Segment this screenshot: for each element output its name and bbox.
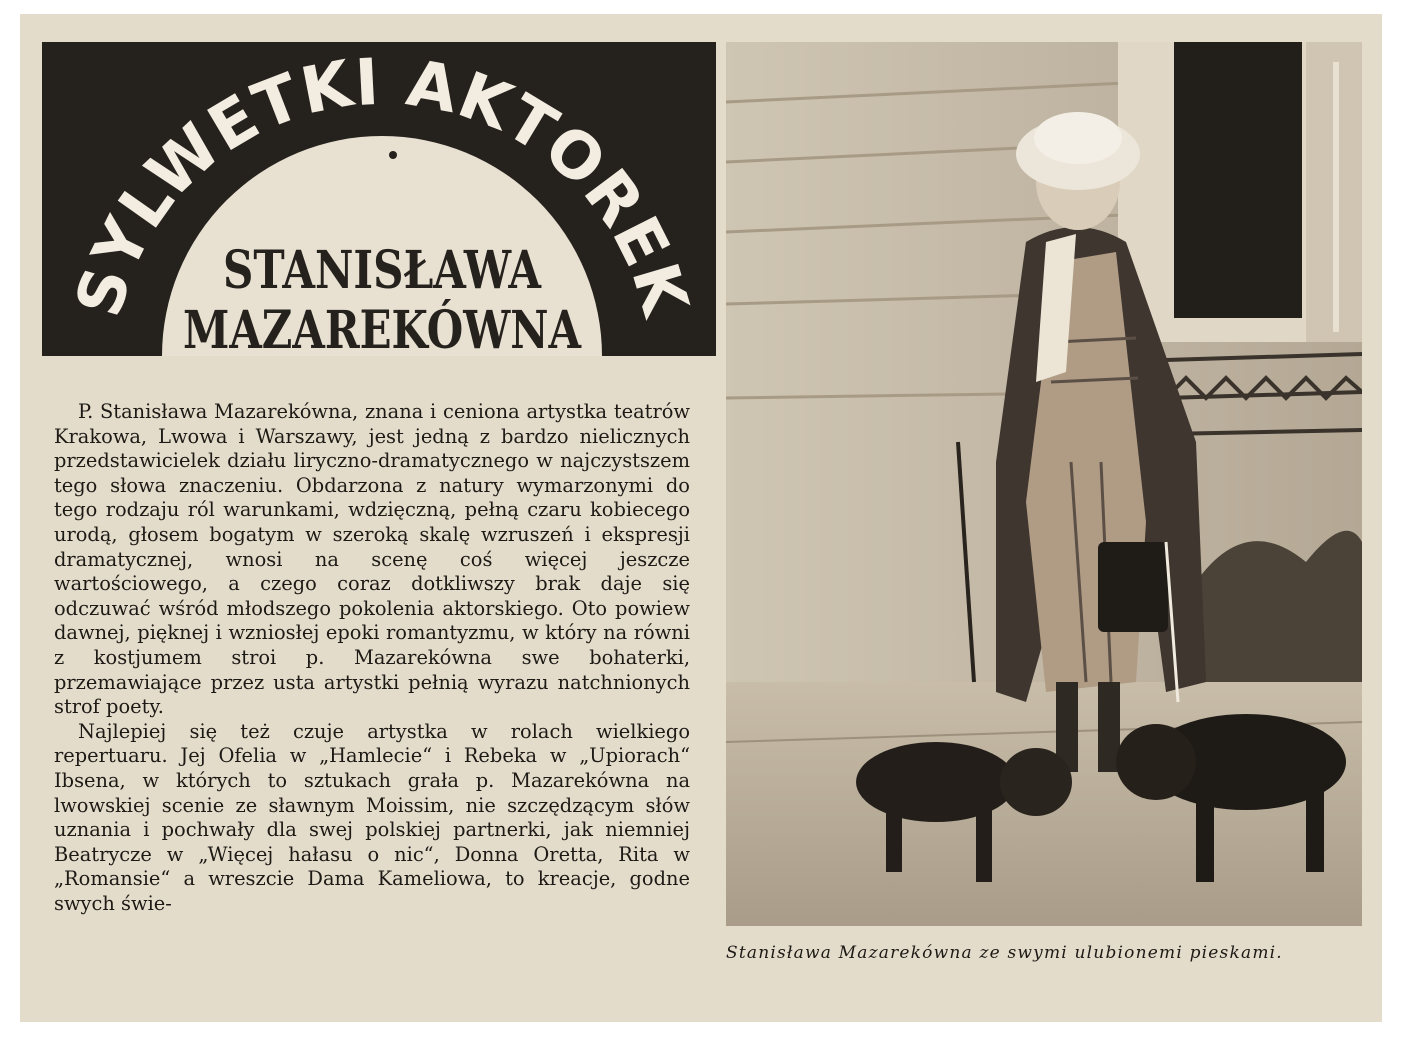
dot-ornament	[389, 151, 397, 159]
series-title: SYLWETKI AKTOREK	[62, 45, 702, 325]
article-paragraph-2: Najlepiej się też czuje artystka w rolach wielkiego repertuaru. Jej Ofelia w „Hamlecie“ i Rebeka w „Upiorach“ Ibsena, w których to sztukach grała p. Mazarekówna na lwowskiej scenie ze sławnym Moissim, nie szczędzącym słów uznania i pochwały dla swej polskiej partnerki, jak niemniej Beatrycze w „Więcej hałasu o nic“, Donna Oretta, Rita w „Romansie“ a wreszcie Dama Kameliowa, to kreacje, godne swych świe-	[54, 719, 690, 915]
article-body	[54, 400, 690, 916]
photo-illustration	[726, 42, 1362, 926]
photo-caption: Stanisława Mazarekówna ze swymi ulubionemi pieskami.	[726, 943, 1283, 963]
photograph	[726, 42, 1362, 926]
header-banner	[42, 42, 716, 356]
article-paragraph-1: P. Stanisława Mazarekówna, znana i ceniona artystka teatrów Krakowa, Lwowa i Warszawy, jest jedną z bardzo nielicznych przedstawicielek działu liryczno-dramatycznego w najczystszem tego słowa znaczeniu. Obdarzona z natury wymarzonymi do tego rodzaju ról warunkami, wdzięczną, pełną czaru kobiecego urodą, głosem bogatym w szeroką skalę wzruszeń i ekspresji dramatycznej, wnosi na scenę coś więcej jeszcze wartościowego, a czego coraz dotkliwszy brak daje się odczuwać wśród młodszego pokolenia aktorskiego. Oto powiew dawnej, pięknej i wzniosłej epoki romantyzmu, w który na równi z kostjumem stroi p. Mazarekówna swe bohaterki, przemawiające przez usta artystki pełnią wyrazu natchnionych strof poety.	[54, 400, 690, 719]
name-line-1: STANISŁAWA	[223, 240, 542, 301]
magazine-page	[20, 14, 1382, 1022]
header-graphic	[42, 42, 716, 356]
name-line-2: MAZAREKÓWNA	[183, 300, 678, 356]
